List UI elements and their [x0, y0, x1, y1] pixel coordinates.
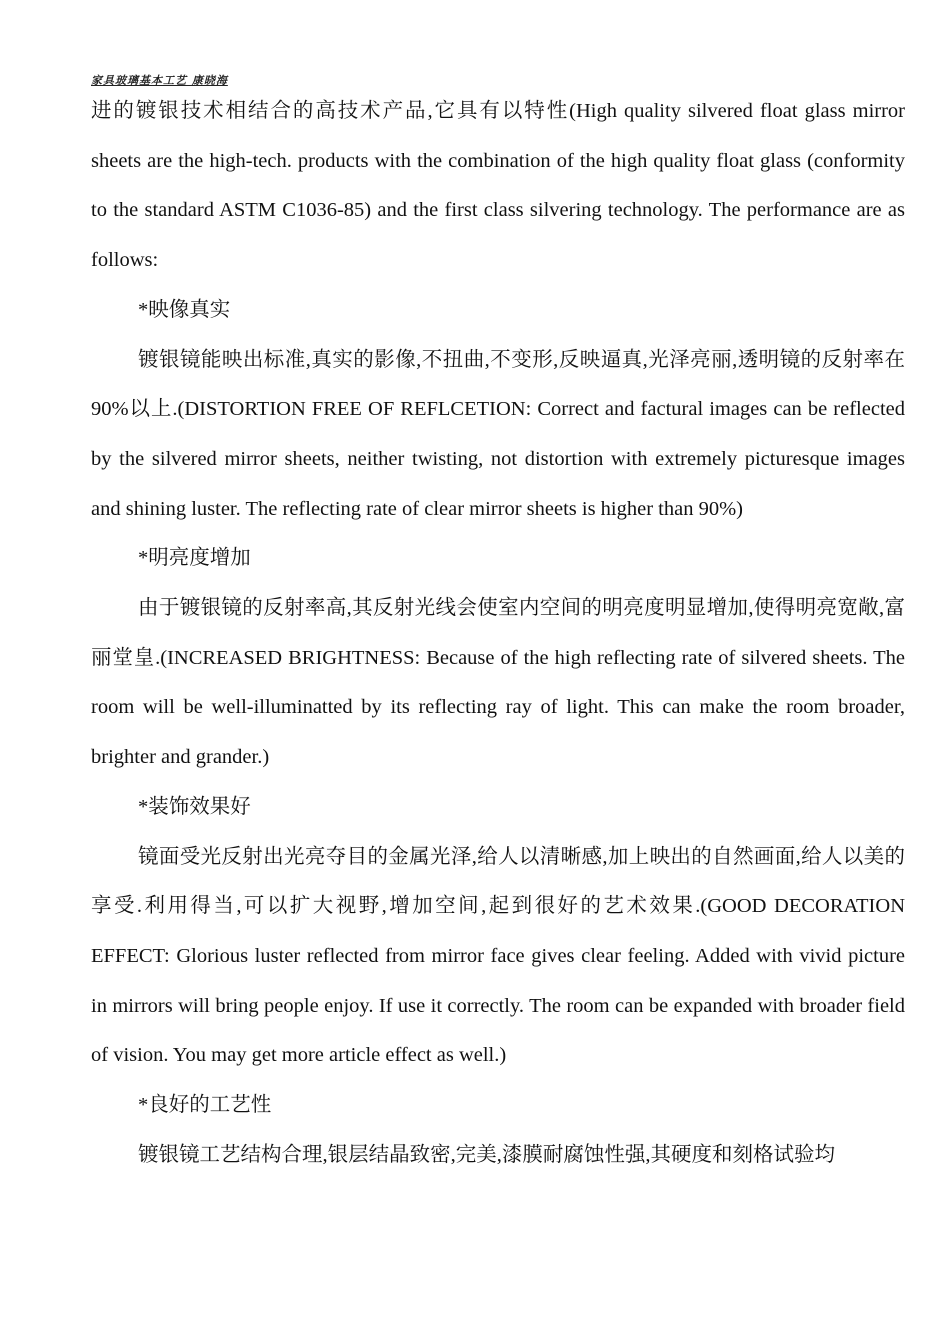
body-text [91, 87, 905, 1180]
paragraph-distortion-free: 镀银镜能映出标准,真实的影像,不扭曲,不变形,反映逼真,光泽亮丽,透明镜的反射率在 90%以上.(DISTORTION FREE OF REFLCETION: Correct and factural images can be reflected by the silvered mirror sheets, neither twisting, not distortion with extremely picturesque images and shining luster. The reflecting rate of clear mirror sheets is higher than 90%) [91, 348, 905, 520]
heading-true-reflection: *映像真实 [138, 298, 231, 321]
heading-good-workmanship: *良好的工艺性 [138, 1094, 272, 1117]
paragraph-decoration-effect: 镜面受光反射出光亮夺目的金属光泽,给人以清晰感,加上映出的自然画面,给人以美的享受.利用得当,可以扩大视野,增加空间,起到很好的艺术效果.(GOOD DECORATION EFFECT: Glorious luster reflected from mirror face gives clear feeling. Added with vivid picture in mirrors will bring people enjoy. If use it correctly. The room can be expanded with broader field of vision. You may get more article effect as well.) [91, 845, 905, 1067]
paragraph-intro: 进的镀银技术相结合的高技术产品,它具有以特性(High quality silvered float glass mirror sheets are the high-tech. products with the combination of the high quality float glass (conformity to the standard ASTM C1036-85) and the first class silvering technology. The performance are as follows: [91, 100, 905, 272]
heading-decoration-effect: *装饰效果好 [138, 795, 251, 818]
heading-increased-brightness: *明亮度增加 [138, 547, 251, 570]
paragraph-increased-brightness: 由于镀银镜的反射率高,其反射光线会使室内空间的明亮度明显增加,使得明亮宽敞,富丽堂皇.(INCREASED BRIGHTNESS: Because of the high reflecting rate of silvered sheets. The room will be well-illuminatted by its reflecting ray of light. This can make the room broader, brighter and grander.) [91, 597, 905, 769]
paragraph-good-workmanship: 镀银镜工艺结构合理,银层结晶致密,完美,漆膜耐腐蚀性强,其硬度和刻格试验均 [138, 1143, 835, 1166]
running-header: 家具玻璃基本工艺 康晓海 [91, 74, 228, 87]
